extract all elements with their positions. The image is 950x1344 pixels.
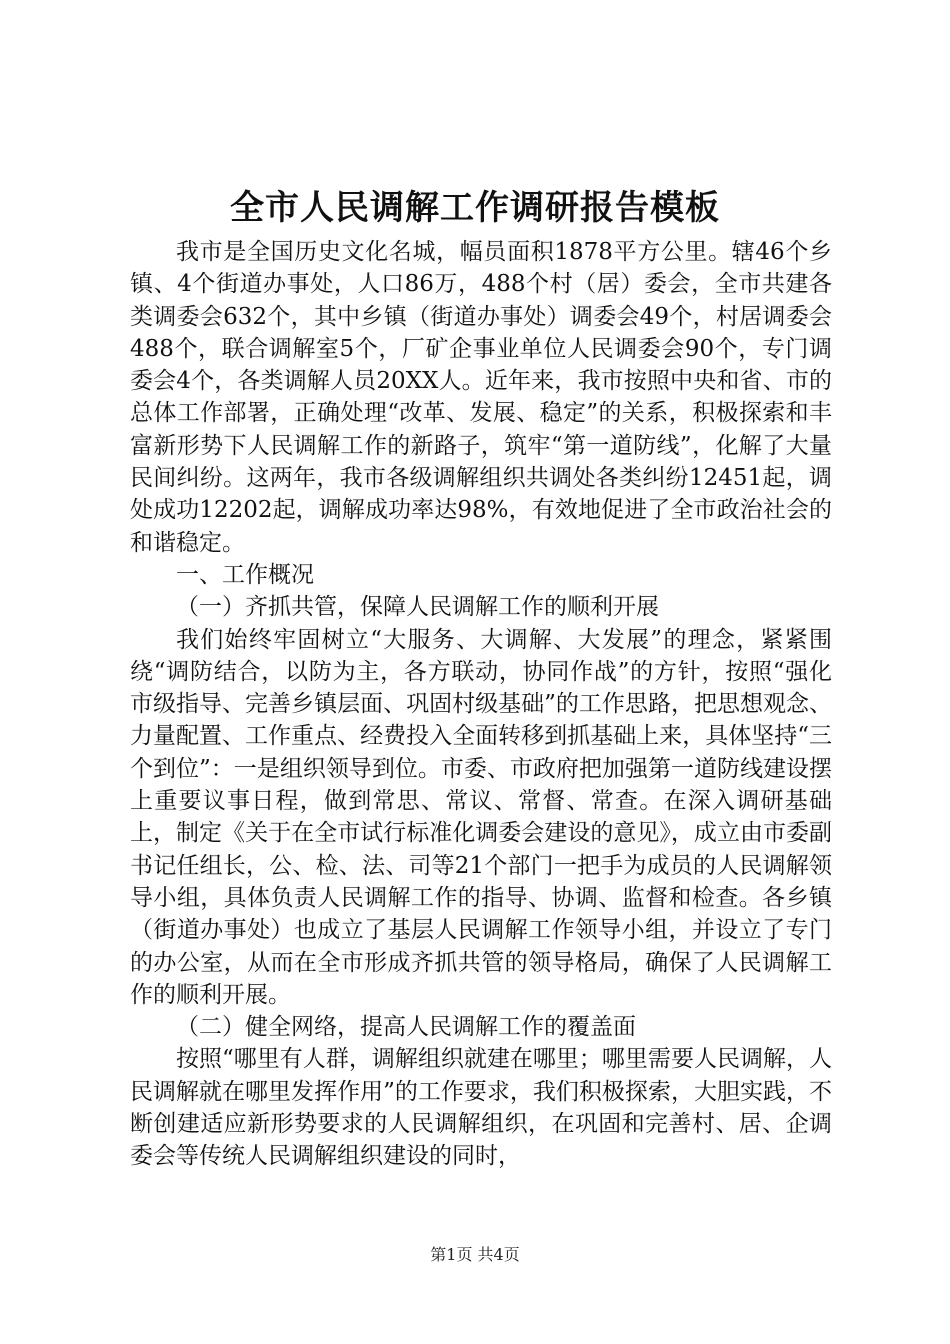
document-title: 全市人民调解工作调研报告模板 xyxy=(230,188,720,228)
body-paragraph-2: 按照“哪里有人群，调解组织就建在哪里；哪里需要人民调解，人民调解就在哪里发挥作用”的工作要求，我们积极探索，大胆实践，不断创建适应新形势要求的人民调解组织，在巩固和完善村、居、企调委会等传统人民调解组织建设的同时， xyxy=(130,1046,832,1170)
body-paragraph-1: 我们始终牢固树立“大服务、大调解、大发展”的理念，紧紧围绕“调防结合，以防为主，各方联动，协同作战”的方针，按照“强化市级指导、完善乡镇层面、巩固村级基础”的工作思路，把思想观念、力量配置、工作重点、经费投入全面转移到抓基础上来，具体坚持“三个到位”：一是组织领导到位。市委、市政府把加强第一道防线建设摆上重要议事日程，做到常思、常议、常督、常查。在深入调研基础上，制定《关于在全市试行标准化调委会建设的意见》，成立由市委副书记任组长，公、检、法、司等21个部门一把手为成员的人民调解领导小组，具体负责人民调解工作的指导、协调、监督和检查。各乡镇（街道办事处）也成立了基层人民调解工作领导小组，并设立了专门的办公室，从而在全市形成齐抓共管的领导格局，确保了人民调解工作的顺利开展。 xyxy=(130,626,832,1008)
intro-paragraph: 我市是全国历史文化名城，幅员面积1878平方公里。辖46个乡镇、4个街道办事处，人口86万，488个村（居）委会，全市共建各类调委会632个，其中乡镇（街道办事处）调委会49个，村居调委会488个，联合调解室5个，厂矿企事业单位人民调委会90个，专门调委会4个，各类调解人员20XX人。近年来，我市按照中央和省、市的总体工作部署，正确处理“改革、发展、稳定”的关系，积极探索和丰富新形势下人民调解工作的新路子，筑牢“第一道防线”，化解了大量民间纠纷。这两年，我市各级调解组织共调处各类纠纷12451起，调处成功12202起，调解成功率达98%，有效地促进了全市政治社会的和谐稳定。 xyxy=(130,239,832,556)
document-body xyxy=(130,236,832,1173)
subsection-heading-1: （一）齐抓共管，保障人民调解工作的顺利开展 xyxy=(176,594,659,621)
subsection-heading-2: （二）健全网络，提高人民调解工作的覆盖面 xyxy=(176,1014,636,1041)
section-heading-overview: 一、工作概况 xyxy=(176,561,314,588)
page-footer: 第1页 共4页 xyxy=(430,1245,520,1264)
